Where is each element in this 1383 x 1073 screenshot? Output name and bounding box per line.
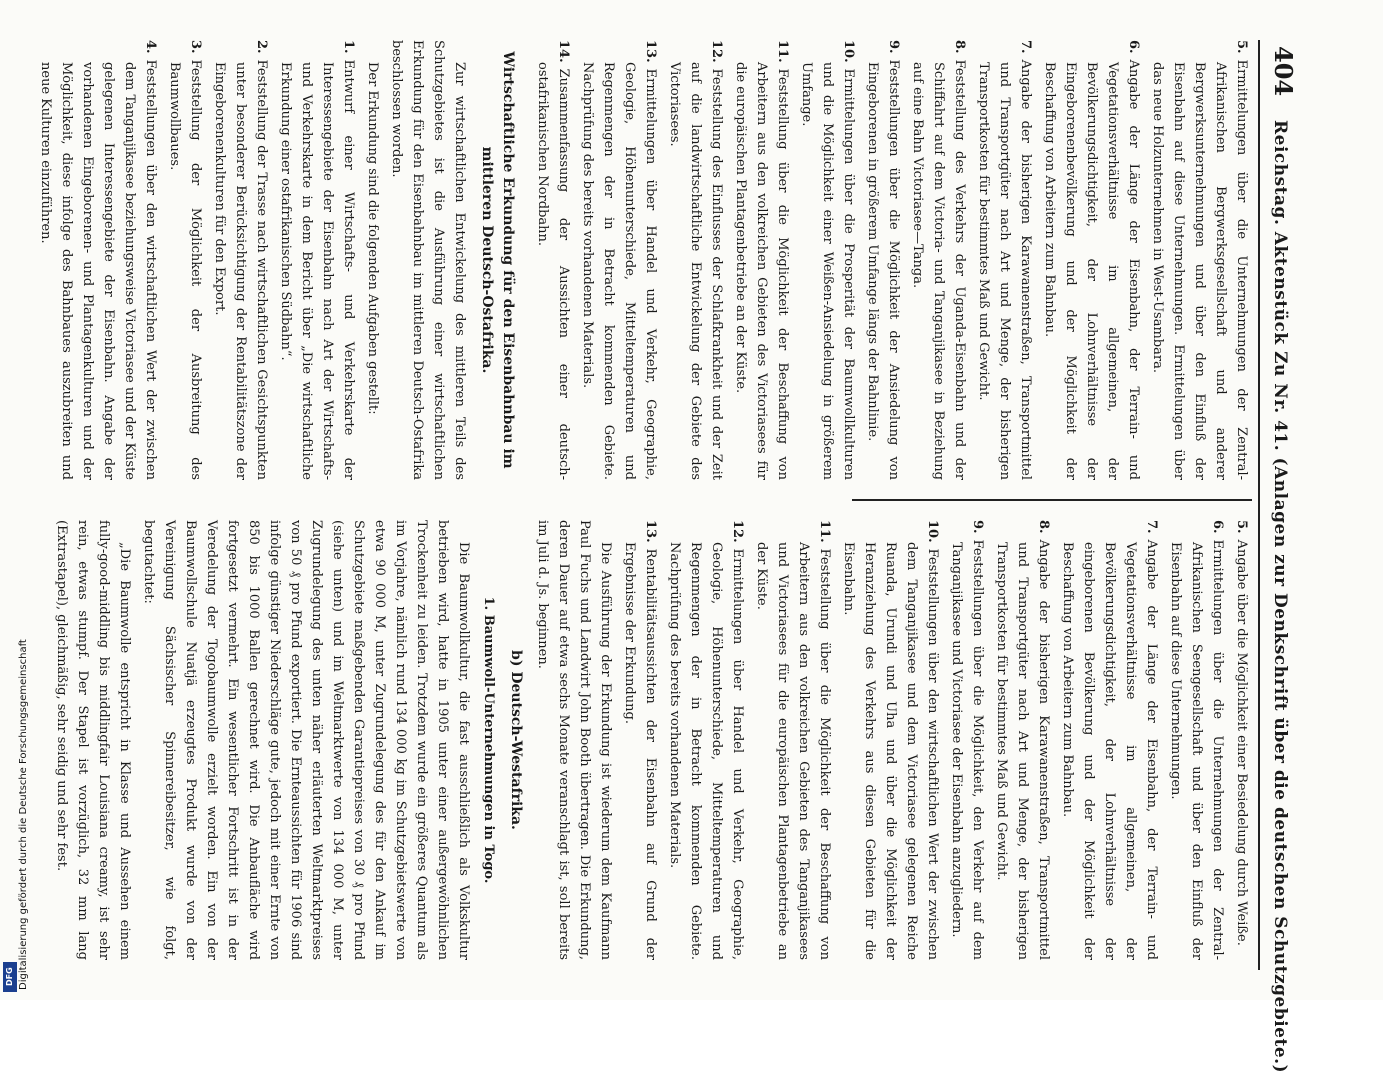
item-number: 5. [1234, 520, 1249, 534]
item-text: Angabe über die Möglichkeit einer Besiedelung durch Weiße. [1234, 539, 1249, 946]
item-text: Zusammenfassung der Aussichten einer deutsch-ostafrikanischen Nordbahn. [535, 62, 571, 480]
right-quote-paragraph: „Die Baumwolle entspricht in Klasse und Aussehen einem fully-good-middling bis middlingfair Louisiana creamy, ist sehr rein, etwas stumpf. Der Stapel ist vorzüglich, 32 mm lang (Extrastapel), gleichmäßig, sehr seidig und sehr fest. [54, 520, 132, 960]
item-text: Feststellung über die Möglichkeit der Beschaffung von Arbeitern aus den volkreichen Gebieten des Victoriasees für die europäischen Plantagenbetriebe an der Küste. [733, 62, 790, 480]
numbered-item [619, 520, 661, 960]
numbered-item [35, 40, 161, 480]
left-intro-paragraph: Zur wirtschaftlichen Entwickelung des mittleren Teils des Schutzgebietes ist die Ausführung einer wirtschaftlichen Erkundung für den Eisenbahnbau im mittleren Deutsch-Ostafrika beschlossen worden. [389, 40, 467, 480]
item-text: Feststellung des Verkehrs der Uganda-Eisenbahn und der Schiffahrt auf dem Victoria- und Tanganjikasee in Beziehung auf eine Bahn Victoriasee—Tanga. [910, 59, 967, 480]
item-text: Feststellung des Einflusses der Schlafkrankheit und der Zeit auf die landwirtschaftliche Entwickelung der Gebiete des Victoriasees. [667, 62, 724, 480]
right-column [48, 520, 1252, 960]
numbered-item [946, 520, 988, 960]
numbered-item [275, 40, 359, 480]
item-number: 8. [952, 40, 967, 54]
item-number: 7. [1018, 40, 1033, 54]
item-text: Ermittelungen über die Prosperität der Baumwollkulturen und die Möglichkeit einer Weißen-Ansiedelung in größerem Umfange. [799, 62, 856, 480]
item-number: 10. [925, 520, 940, 543]
numbered-item [907, 40, 970, 480]
item-number: 9. [970, 520, 985, 534]
numbered-item [664, 520, 748, 960]
item-number: 12. [730, 520, 745, 543]
item-text: Angabe der Länge der Eisenbahn, der Terrain- und Vegetationsverhältnisse im allgemeinen, der Bevölkerungsdichtigkeit, der Lohnverhältnisse der eingeborenen Bevölkerung und der Möglichkeit der Beschaffung von Arbeitern zum Bahnbau. [1060, 539, 1159, 960]
item-text: Rentabilitätsaussichten der Eisenbahn auf Grund der Ergebnisse der Erkundung. [622, 542, 658, 960]
left-tasks-intro: Der Erkundung sind die folgenden Aufgaben gestellt: [365, 62, 380, 415]
numbered-item [1057, 520, 1162, 960]
numbered-item [164, 40, 206, 480]
numbered-item [973, 40, 1036, 480]
item-text: Ermittelungen über die Unternehmungen der Zentral-Afrikanischen Bergwerksgesellschaft und anderer Bergwerksunternehmungen und über den Einfluß der Eisenbahn auf diese Unternehmungen. Ermittelungen über das neue Holzunternehmen in West-Usambara. [1150, 59, 1249, 480]
item-number: 5. [1234, 40, 1249, 54]
column-divider [852, 499, 1252, 501]
item-text: Feststellungen über die Möglichkeit der Ansiedelung von Eingeborenen in größerem Umfange längs der Bahnlinie. [865, 59, 901, 480]
item-text: Feststellungen über die Möglichkeit, den Verkehr auf dem Tanganjikasee und Victoriasee der Eisenbahn anzugliedern. [949, 539, 985, 960]
numbered-item [664, 40, 727, 480]
item-number: 8. [1036, 520, 1051, 534]
item-text: Ermittelungen über Handel und Verkehr, Geographie, Geologie, Höhenunterschiede, Mitteltemperaturen und Regenmengen der in Betracht kommenden Gebiete. Nachprüfung des bereits vorhandenen Materials. [667, 542, 745, 960]
item-number: 11. [817, 520, 832, 543]
right-section-heading: b) Deutsch-Westafrika. [508, 650, 524, 830]
item-number: 11. [775, 40, 790, 63]
item-number: 6. [1210, 520, 1225, 534]
item-text: Feststellung über die Möglichkeit der Beschaffung von Arbeitern aus den volkreichen Gebieten des Tanganjikasees und Victoriasees für die europäischen Plantagenbetriebe an der Küste. [754, 542, 832, 960]
dfg-logo: DFG [3, 962, 17, 992]
item-text: Feststellungen über den wirtschaftlichen Wert der zwischen dem Tanganjikasee beziehungsweise Victoriasee und der Küste gelegenen Interessengebiete der Eisenbahn. Angabe der vorhandenen Eingeborenen- und Plantagenkulturen und der Möglichkeit, diese infolge des Bahnbaues auszubreiten und neue Kulturen einzuführen. [38, 59, 158, 480]
document-page [38, 40, 1300, 1073]
item-number: 9. [886, 40, 901, 54]
item-text: Ermittelungen über die Unternehmungen der Zentral-Afrikanischen Seengesellschaft und über den Einfluß der Eisenbahn auf diese Unternehmungen. [1168, 539, 1225, 960]
numbered-item [1231, 520, 1252, 960]
item-number: 7. [1144, 520, 1159, 534]
left-column [32, 40, 1252, 480]
item-number: 10. [841, 40, 856, 63]
numbered-item [751, 520, 835, 960]
item-number: 2. [254, 40, 269, 54]
running-title: Reichstag. Aktenstück Zu Nr. 41. (Anlagen zur Denkschrift über die deutschen Schutzgebiete.) [1270, 120, 1290, 1073]
item-number: 1. [341, 40, 356, 54]
numbered-item [577, 40, 661, 480]
page-content-rotated [38, 40, 1300, 1073]
numbered-item [730, 40, 793, 480]
numbered-item [1147, 40, 1252, 480]
right-closing-paragraph: Die Ausführung der Erkundung ist wiederum dem Kaufmann Paul Fuchs und Landwirt John Booth übertragen. Die Erkundung, deren Dauer auf etwa sechs Monate veranschlagt ist, soll bereits im Juli d. Js. beginnen. [535, 520, 613, 960]
item-number: 12. [709, 40, 724, 63]
left-item-list [532, 40, 1252, 480]
numbered-item [1165, 520, 1228, 960]
left-section-heading: Wirtschaftliche Erkundung für den Eisenbahnbau im mittleren Deutsch-Ostafrika. [479, 51, 516, 469]
left-task-list [35, 40, 359, 480]
item-number: 6. [1126, 40, 1141, 54]
numbered-item [796, 40, 859, 480]
right-subsection-heading: 1. Baumwoll-Unternehmungen in Togo. [481, 596, 496, 884]
item-text: Angabe der bisherigen Karawanenstraßen, Transportmittel und Transportgüter nach Art und Menge, der bisherigen Transportkosten für bestimmtes Maß und Gewicht. [994, 539, 1051, 960]
numbered-item [209, 40, 272, 480]
right-body-paragraph: Die Baumwollkultur, die fast ausschließlich als Volkskultur betrieben wird, hatte in 1905 unter einer außergewöhnlichen Trockenheit zu leiden. Trotzdem wurde ein größeres Quantum als im Vorjahre, nämlich rund 134 000 kg im Schutzgebietswerte von etwa 90 000 M, unter Zugrundelegung des für den Ankauf im Schutzgebiete maßgebenden Garantiepreises von 30 ₰ pro Pfund (siehe unten) und im Weltmarktwerte von 134 000 M, unter Zugrundelegung des unten näher erläuterten Weltmarktpreises von 50 ₰ pro Pfund exportiert. Die Ernteaussichten für 1906 sind infolge günstiger Niederschläge gute, jedoch mit einer Ernte von 850 bis 1000 Ballen gerechnet wird. Die Anbaufläche wird fortgesetzt vermehrt. Ein wesentlicher Fortschritt ist in der Veredelung der Togobaumwolle erzielt worden. Ein von der Baumwollschule Nuatjä erzeugtes Produkt wurde von der Vereinigung Sächsischer Spinnereibesitzer, wie folgt, begutachtet: [141, 520, 471, 960]
item-text: Feststellung der Trasse nach wirtschaftlichen Gesichtspunkten unter besonderer Berücksichtigung der Rentabilitätszone der Eingeborenenkulturen für den Export. [212, 59, 269, 480]
numbered-item [862, 40, 904, 480]
credit-text: Digitalisierung gefördert durch die Deutsche Forschungsgemeinschaft [18, 639, 29, 990]
numbered-item [1039, 40, 1144, 480]
right-item-list [619, 520, 1252, 960]
item-text: Feststellungen über den wirtschaftlichen Wert der zwischen dem Tanganjikasee und dem Victoriasee gelegenen Reiche Ruanda, Urundi und Uha und über die Möglichkeit der Heranziehung des Verkehrs aus diesen Gebieten für die Eisenbahn. [841, 542, 940, 960]
item-number: 3. [188, 40, 203, 54]
numbered-item [838, 520, 943, 960]
numbered-item [991, 520, 1054, 960]
item-number: 14. [556, 40, 571, 63]
item-text: Feststellung der Möglichkeit der Ausbreitung des Baumwollbaues. [167, 59, 203, 480]
item-number: 13. [643, 520, 658, 543]
item-text: Entwurf einer Wirtschafts- und Verkehrskarte der Interessengebiete der Eisenbahn nach Art der Wirtschafts- und Verkehrskarte in dem Bericht über „Die wirtschaftliche Erkundung einer ostafrikanischen Südbahn“. [278, 59, 356, 480]
item-text: Angabe der bisherigen Karawanenstraßen, Transportmittel und Transportgüter nach Art und Menge, der bisherigen Transportkosten für bestimmtes Maß und Gewicht. [976, 59, 1033, 480]
page-number: 404 [1269, 46, 1298, 97]
item-text: Angabe der Länge der Eisenbahn, der Terrain- und Vegetationsverhältnisse im allgemeinen, der Bevölkerungsdichtigkeit, der Lohnverhältnisse der Eingeborenenbevölkerung und der Möglichkeit der Beschaffung von Arbeitern zum Bahnbau. [1042, 59, 1141, 480]
item-text: Ermittelungen über Handel und Verkehr, Geographie, Geologie, Höhenunterschiede, Mitteltemperaturen und Regenmengen der in Betracht kommenden Gebiete. Nachprüfung des bereits vorhandenen Materials. [580, 62, 658, 480]
item-number: 13. [643, 40, 658, 63]
item-number: 4. [143, 40, 158, 54]
numbered-item [532, 40, 574, 480]
digitization-credit [0, 0, 29, 1000]
page-header [1258, 40, 1300, 1073]
